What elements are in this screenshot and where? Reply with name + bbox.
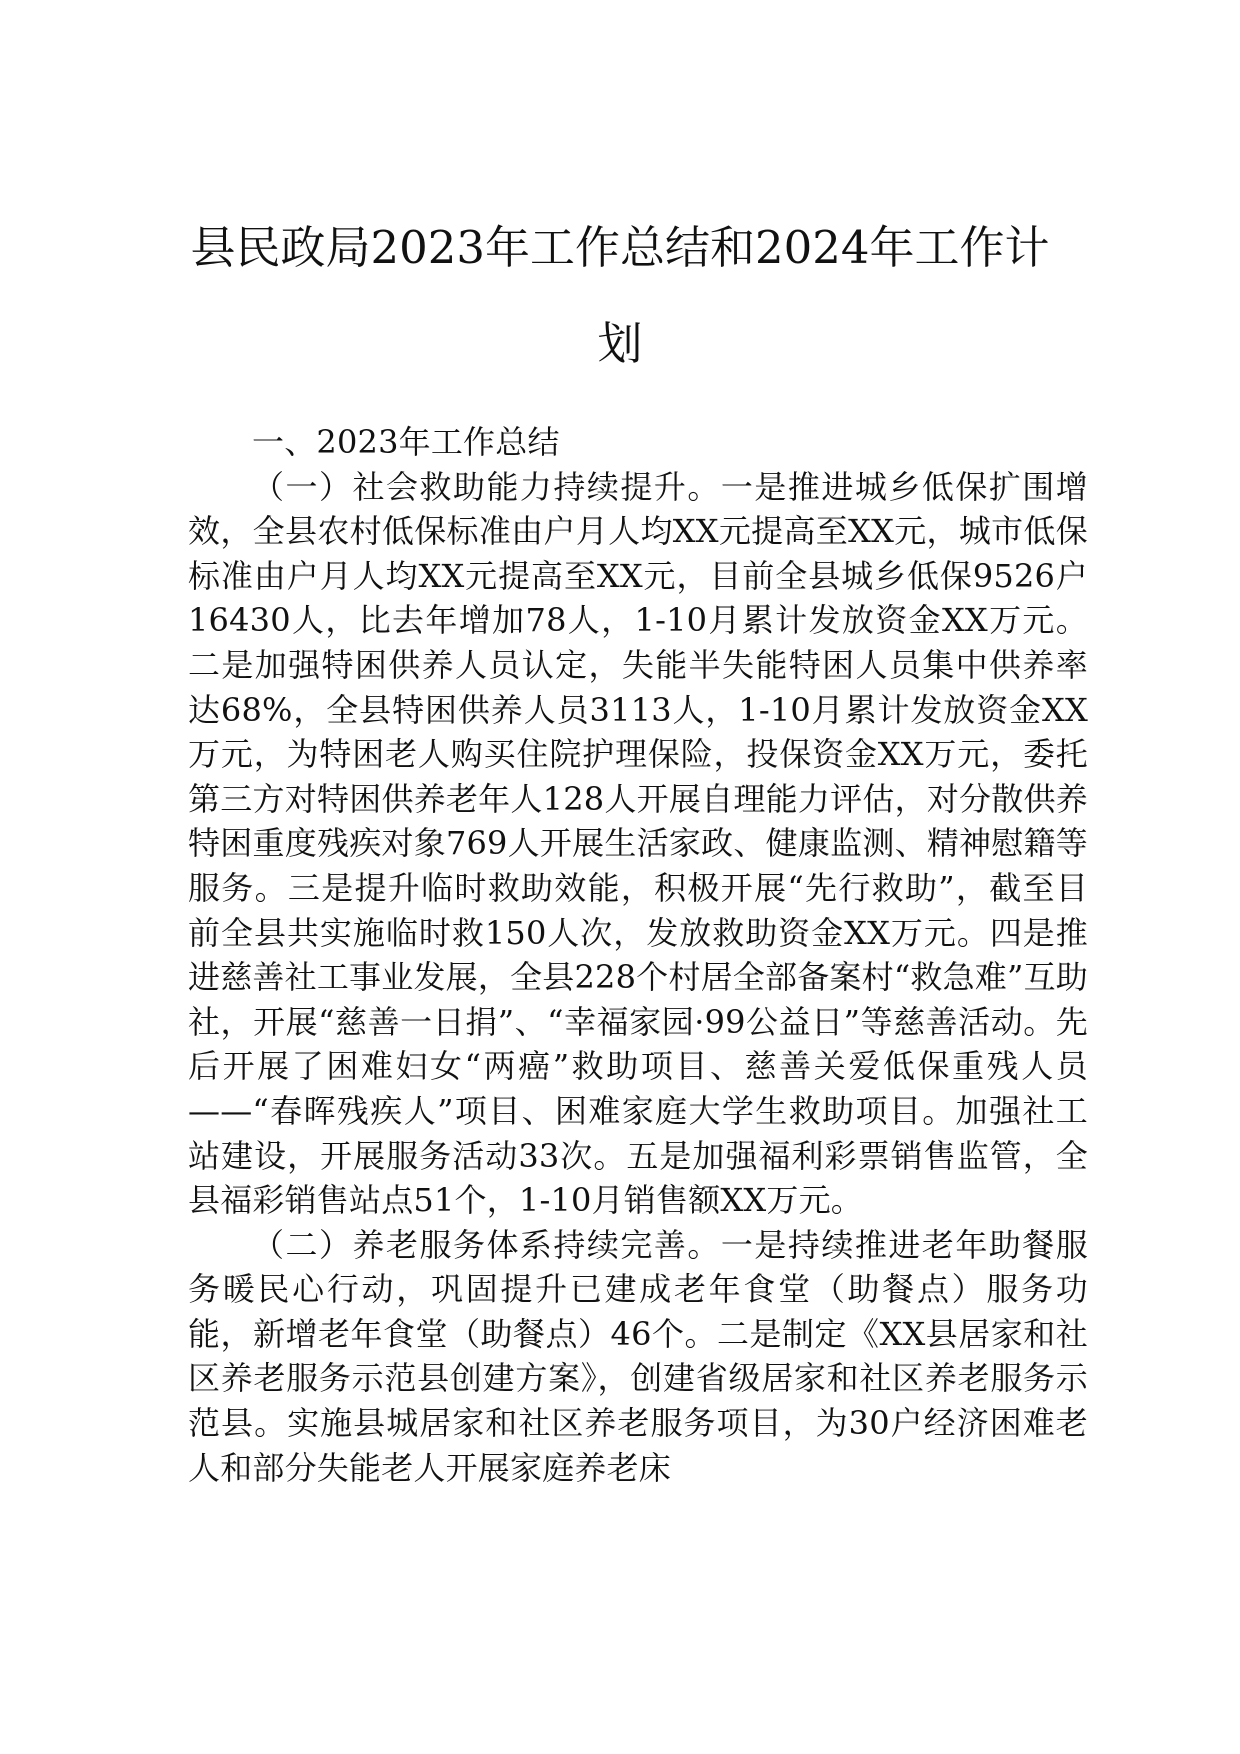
- document-title: 县民政局2023年工作总结和2024年工作计划: [190, 221, 1050, 370]
- paragraph-elderly-care: （二）养老服务体系持续完善。一是持续推进老年助餐服务暖民心行动，巩固提升已建成老年食堂（助餐点）服务功能，新增老年食堂（助餐点）46个。二是制定《XX县居家和社区养老服务示范县创建方案》，创建省级居家和社区养老服务示范县。实施县城居家和社区养老服务项目，为30户经济困难老人和部分失能老人开展家庭养老床: [188, 1225, 1088, 1487]
- paragraph-social-assistance: （一）社会救助能力持续提升。一是推进城乡低保扩围增效，全县农村低保标准由户月人均XX元提高至XX元，城市低保标准由户月人均XX元提高至XX元，目前全县城乡低保9526户16430人，比去年增加78人，1-10月累计发放资金XX万元。二是加强特困供养人员认定，失能半失能特困人员集中供养率达68%，全县特困供养人员3113人，1-10月累计发放资金XX万元，为特困老人购买住院护理保险，投保资金XX万元，委托第三方对特困供养老年人128人开展自理能力评估，对分散供养特困重度残疾对象769人开展生活家政、健康监测、精神慰籍等服务。三是提升临时救助效能，积极开展“先行救助”，截至目前全县共实施临时救150人次，发放救助资金XX万元。四是推进慈善社工事业发展，全县228个村居全部备案村“救急难”互助社，开展“慈善一日捐”、“幸福家园·99公益日”等慈善活动。先后开展了困难妇女“两癌”救助项目、慈善关爱低保重残人员——“春晖残疾人”项目、困难家庭大学生救助项目。加强社工站建设，开展服务活动33次。五是加强福利彩票销售监管，全县福彩销售站点51个，1-10月销售额XX万元。: [188, 467, 1088, 1220]
- document-body: [188, 420, 1088, 1490]
- section-heading: 一、2023年工作总结: [252, 423, 560, 461]
